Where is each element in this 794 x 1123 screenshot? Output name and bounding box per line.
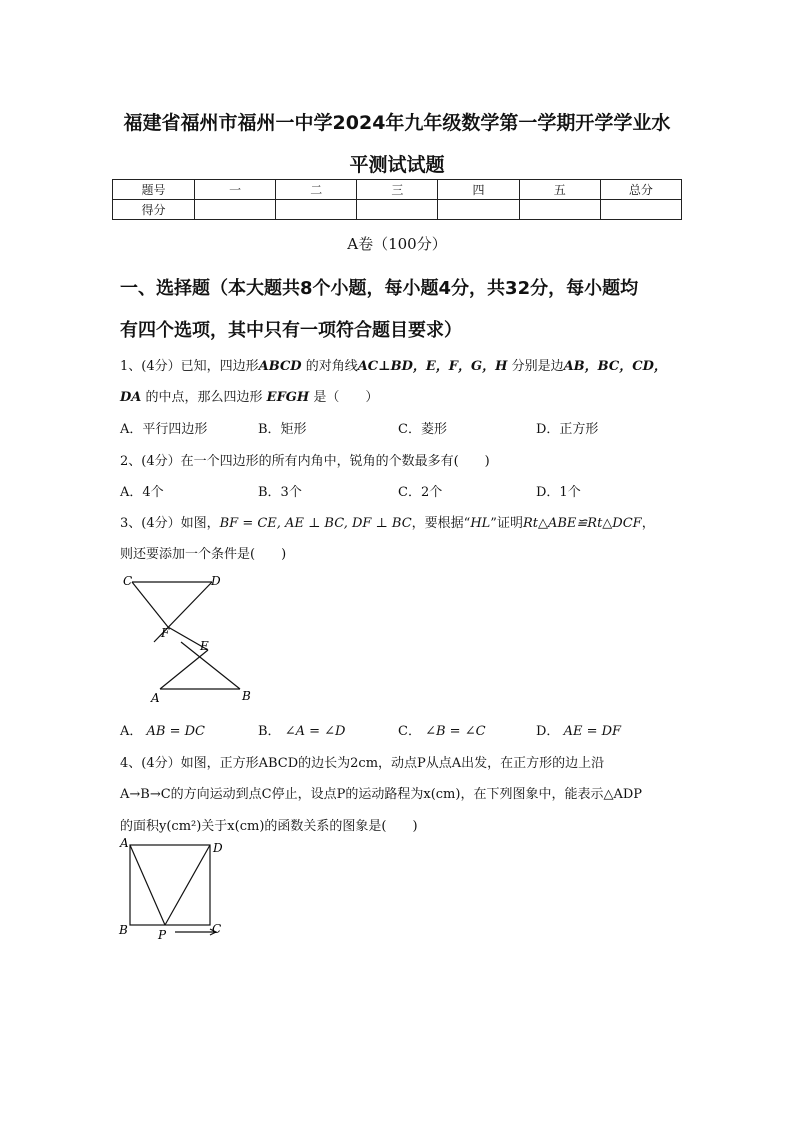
score-table xyxy=(112,179,682,220)
q1-option-c[interactable]: C．菱形 xyxy=(398,422,447,437)
q3-option-c-letter: C． xyxy=(398,724,421,739)
q3-option-b-letter: B． xyxy=(258,724,281,739)
q1-quad-name: ABCD xyxy=(258,359,302,374)
question-3-line1 xyxy=(120,512,655,531)
question-4-line2: A→B→C的方向运动到点C停止，设点P的运动路程为x(cm)，在下列图象中，能表示△ADP xyxy=(120,787,643,802)
label-p: P xyxy=(158,928,167,942)
q1-condition: AC⊥BD，E，F，G，H xyxy=(357,359,508,374)
score-row-label: 得分 xyxy=(113,200,195,220)
q1-option-a[interactable]: A．平行四边形 xyxy=(120,422,208,437)
question-3-line2: 则还要添加一个条件是( ) xyxy=(120,547,287,562)
score-cell[interactable] xyxy=(195,200,276,220)
score-header-cell: 三 xyxy=(357,180,438,200)
line-cf xyxy=(132,582,168,627)
doc-title-line1: 福建省福州市福州一中学2024年九年级数学第一学期开学学业水 xyxy=(123,112,671,134)
score-table-header-row xyxy=(113,180,682,200)
line-dp xyxy=(165,845,210,925)
q3-option-a[interactable] xyxy=(120,720,205,739)
score-header-cell: 五 xyxy=(519,180,600,200)
score-cell[interactable] xyxy=(276,200,357,220)
q3-hl: HL xyxy=(470,516,491,531)
q1-line2-end: 是（ ） xyxy=(313,390,379,405)
label-b: B xyxy=(119,923,128,937)
label-c: C xyxy=(123,574,133,588)
q3-mid: ，要根据“ xyxy=(411,516,471,531)
question-4-line1: 4、(4分）如图，正方形ABCD的边长为2cm，动点P从点A出发，在正方形的边上沿 xyxy=(120,756,605,771)
q1-prefix: 1、(4分）已知，四边形 xyxy=(120,359,259,374)
q3-option-a-letter: A． xyxy=(120,724,143,739)
question-1-line1 xyxy=(120,355,667,374)
q1-line2-mid: 的中点，那么四边形 xyxy=(145,390,263,405)
label-c: C xyxy=(212,922,222,936)
q2-option-b[interactable]: B．3个 xyxy=(258,485,302,500)
score-cell[interactable] xyxy=(357,200,438,220)
volume-label: A卷（100分） xyxy=(347,235,447,253)
q1-option-b[interactable]: B．矩形 xyxy=(258,422,307,437)
line-ap xyxy=(130,845,165,925)
label-d: D xyxy=(213,841,223,855)
score-cell[interactable] xyxy=(600,200,681,220)
q1-efgh: EFGH xyxy=(266,390,310,405)
question-4-line3: 的面积y(cm²)关于x(cm)的函数关系的图象是( ) xyxy=(120,819,418,834)
q3-option-b[interactable] xyxy=(258,720,345,739)
q1-option-d[interactable]: D．正方形 xyxy=(536,422,599,437)
doc-title-line2: 平测试试题 xyxy=(349,154,445,176)
label-a: A xyxy=(151,691,160,705)
square-abcd xyxy=(130,845,210,925)
question-1-line2 xyxy=(120,386,378,405)
section-heading-line2: 有四个选项，其中只有一项符合题目要求） xyxy=(120,320,462,341)
label-d: D xyxy=(211,574,221,588)
score-header-cell: 题号 xyxy=(113,180,195,200)
line-ae xyxy=(160,650,208,689)
question-2-text: 2、(4分）在一个四边形的所有内角中，锐角的个数最多有( ) xyxy=(120,454,490,469)
q3-prefix: 3、(4分）如图， xyxy=(120,516,220,531)
label-a: A xyxy=(120,836,129,850)
q1-sides: AB，BC，CD， xyxy=(563,359,667,374)
q3-option-c[interactable] xyxy=(398,720,486,739)
q3-option-d[interactable] xyxy=(536,720,621,739)
q3-option-b-expr: ∠A = ∠D xyxy=(284,724,346,739)
score-header-cell: 四 xyxy=(438,180,519,200)
score-header-cell: 二 xyxy=(276,180,357,200)
score-cell[interactable] xyxy=(438,200,519,220)
q3-option-d-letter: D． xyxy=(536,724,560,739)
label-f: F xyxy=(161,626,170,640)
score-header-cell: 总分 xyxy=(600,180,681,200)
score-table-score-row xyxy=(113,200,682,220)
q3-condition: BF = CE, AE ⊥ BC, DF ⊥ BC xyxy=(219,516,412,531)
label-b: B xyxy=(242,689,251,703)
score-cell[interactable] xyxy=(519,200,600,220)
q3-option-c-expr: ∠B = ∠C xyxy=(425,724,486,739)
q2-option-c[interactable]: C．2个 xyxy=(398,485,443,500)
q3-figure xyxy=(115,570,265,710)
q1-rest: 分别是边 xyxy=(511,359,564,374)
q1-side-da: DA xyxy=(120,390,142,405)
section-heading-line1: 一、选择题（本大题共8个小题，每小题4分，共32分，每小题均 xyxy=(120,278,639,299)
q2-option-d[interactable]: D．1个 xyxy=(536,485,581,500)
q3-triangles: Rt△ABE≌Rt△DCF xyxy=(522,516,642,531)
q3-end: ， xyxy=(641,516,655,531)
q3-option-a-expr: AB = DC xyxy=(146,724,205,739)
q3-mid2: ”证明 xyxy=(490,516,523,531)
q3-option-d-expr: AE = DF xyxy=(563,724,622,739)
q1-mid: 的对角线 xyxy=(305,359,358,374)
q4-figure xyxy=(115,835,235,945)
q2-option-a[interactable]: A．4个 xyxy=(120,485,164,500)
label-e: E xyxy=(200,639,209,653)
score-header-cell: 一 xyxy=(195,180,276,200)
